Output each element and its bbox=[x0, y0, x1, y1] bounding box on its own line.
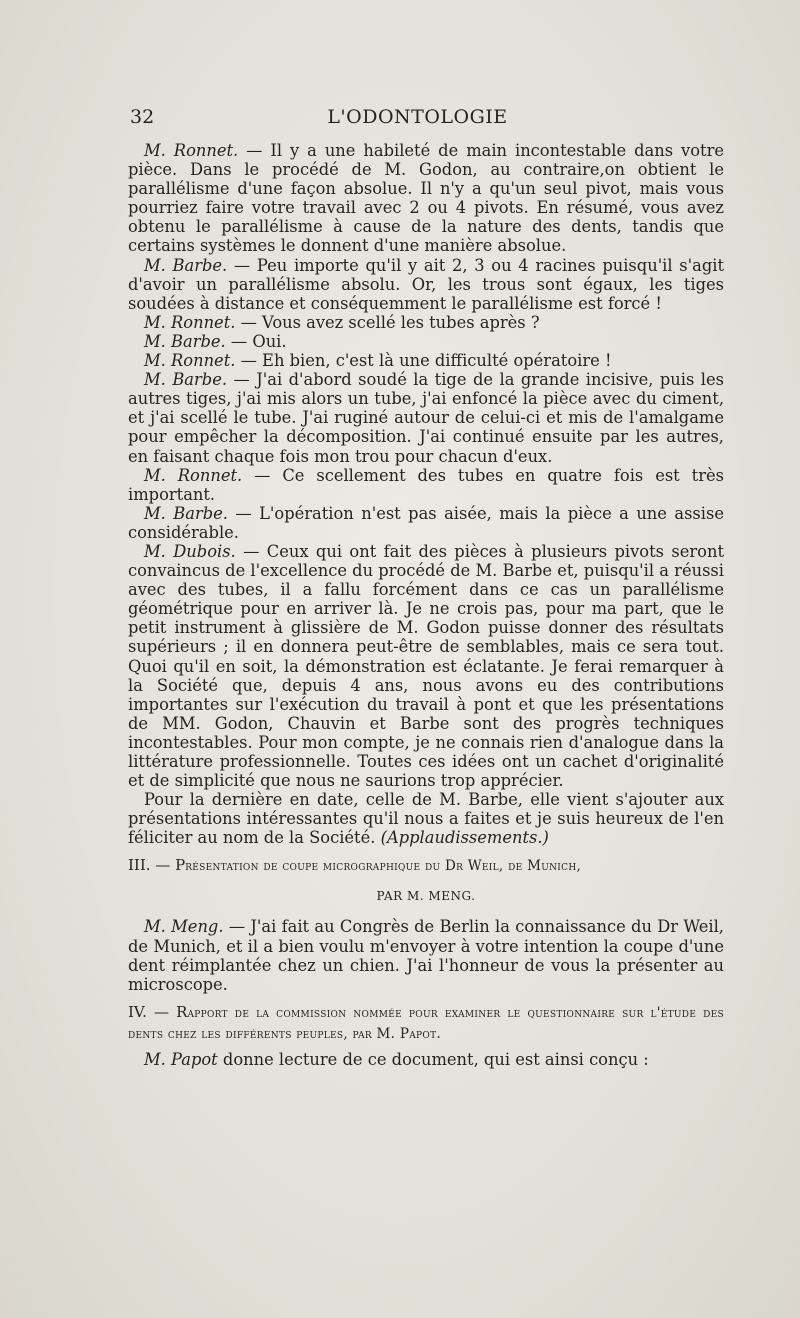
running-title: L'ODONTOLOGIE bbox=[327, 106, 508, 128]
heading-text: apport de la commission nommée pour examiner le questionnaire sur l'étude des dents chez les différents peuples, par M. Papot. bbox=[128, 1004, 724, 1042]
paragraph bbox=[128, 917, 724, 993]
paragraph-text: — Oui. bbox=[225, 331, 287, 351]
paragraph-text: — Il y a une habileté de main incontestable dans votre pièce. Dans le procédé de M. Godon, au contraire,on obtient le parallélisme d'une façon absolue. Il n'y a qu'un seul pivot, mais vous pourriez faire votre travail avec 2 ou 4 pivots. En résumé, vous avez obtenu le parallélisme à cause de la nature des dents, tandis que certains systèmes le donnent d'une manière absolue. bbox=[128, 141, 724, 256]
paragraph-text: — J'ai fait au Congrès de Berlin la connaissance du Dr Weil, de Munich, et il a bien voulu m'envoyer à votre intention la coupe d'une dent réimplantée chez un chien. J'ai l'honneur de vous la présenter au microscope. bbox=[128, 917, 724, 994]
paragraph bbox=[128, 313, 724, 332]
section-heading-3 bbox=[128, 855, 724, 876]
paragraph bbox=[128, 256, 724, 313]
applause-note: (Applaudissements.) bbox=[380, 828, 549, 848]
paragraph bbox=[128, 141, 724, 256]
speaker-name: M. Barbe. bbox=[144, 255, 228, 275]
section-heading-4 bbox=[128, 1002, 724, 1044]
heading-lead: IV. — R bbox=[128, 1002, 188, 1021]
paragraph-text: — Vous avez scellé les tubes après ? bbox=[235, 312, 540, 332]
speaker-name: M. Dubois. bbox=[144, 541, 236, 561]
paragraph-text: — Ce scellement des tubes en quatre fois est très important. bbox=[128, 465, 724, 504]
speaker-name: M. Papot bbox=[144, 1049, 218, 1069]
section-heading-3-byline: PAR M. MENG. bbox=[376, 889, 476, 904]
paragraph-text: — Ceux qui ont fait des pièces à plusieurs pivots seront convaincus de l'excellence du procédé de M. Barbe et, puisqu'il a réussi avec des tubes, il a fallu forcément dans ce cas un parallélisme géométrique pour en arriver là. Je ne crois pas, pour ma part, que le petit instrument à glissière de M. Godon puisse donner des résultats supérieurs ; il en donnera peut-être de semblables, mais ce sera tout. Quoi qu'il en soit, la démonstration est éclatante. Je ferai remarquer à la Société que, depuis 4 ans, nous avons eu des contributions importantes sur l'exécution du travail à pont et que les présentations de MM. Godon, Chauvin et Barbe sont des progrès techniques incontestables. Pour mon compte, je ne connais rien d'analogue dans la littérature professionnelle. Toutes ces idées ont un cachet d'originalité et de simplicité que nous ne saurions trop apprécier. bbox=[128, 541, 724, 791]
paragraph-text: — J'ai d'abord soudé la tige de la grande incisive, puis les autres tiges, j'ai mis alors un tube, j'ai enfoncé la pièce avec du ciment, et j'ai scellé le tube. J'ai ruginé autour de celui-ci et mis de l'amalgame pour empêcher la décomposition. J'ai continué ensuite par les autres, en faisant chaque fois mon trou pour chacun d'eux. bbox=[128, 370, 724, 466]
heading-lead: III. — P bbox=[128, 856, 186, 875]
speaker-name: M. Ronnet. bbox=[144, 351, 236, 371]
paragraph bbox=[128, 351, 724, 370]
heading-text: résentation de coupe micrographique du Dr Weil, de Munich, bbox=[185, 858, 582, 875]
speaker-name: M. Ronnet. bbox=[144, 312, 236, 332]
paragraph bbox=[128, 370, 724, 465]
speaker-name: M. Barbe. bbox=[144, 331, 226, 351]
speaker-name: M. Meng. bbox=[144, 917, 224, 937]
speaker-name: M. Ronnet. bbox=[144, 465, 243, 485]
speaker-name: M. Barbe. bbox=[144, 370, 228, 390]
paragraph-text: — Peu importe qu'il y ait 2, 3 ou 4 racines puisqu'il s'agit d'avoir un parallélisme absolu. Or, les trous sont égaux, les tiges soudées à distance et conséquemment le parallélisme est forcé ! bbox=[128, 255, 724, 313]
speaker-name: M. Barbe. bbox=[144, 503, 228, 523]
paragraph bbox=[128, 1050, 724, 1069]
paragraph-text: Pour la dernière en date, celle de M. Barbe, elle vient s'ajouter aux présentations intéressantes qu'il nous a faites et je suis heureux de l'en féliciter au nom de la Société. bbox=[128, 790, 724, 848]
speaker-name: M. Ronnet. bbox=[144, 141, 239, 160]
paragraph-text: donne lecture de ce document, qui est ainsi conçu : bbox=[217, 1049, 649, 1069]
paragraph bbox=[128, 504, 724, 542]
page-number: 32 bbox=[130, 106, 155, 128]
paragraph-text: — Eh bien, c'est là une difficulté opératoire ! bbox=[235, 351, 612, 371]
page-body bbox=[128, 141, 724, 1069]
page-header bbox=[130, 106, 705, 136]
paragraph bbox=[128, 790, 724, 847]
paragraph bbox=[128, 466, 724, 504]
paragraph-text: — L'opération n'est pas aisée, mais la pièce a une assise considérable. bbox=[128, 503, 724, 542]
paragraph bbox=[128, 332, 724, 351]
paragraph bbox=[128, 542, 724, 790]
